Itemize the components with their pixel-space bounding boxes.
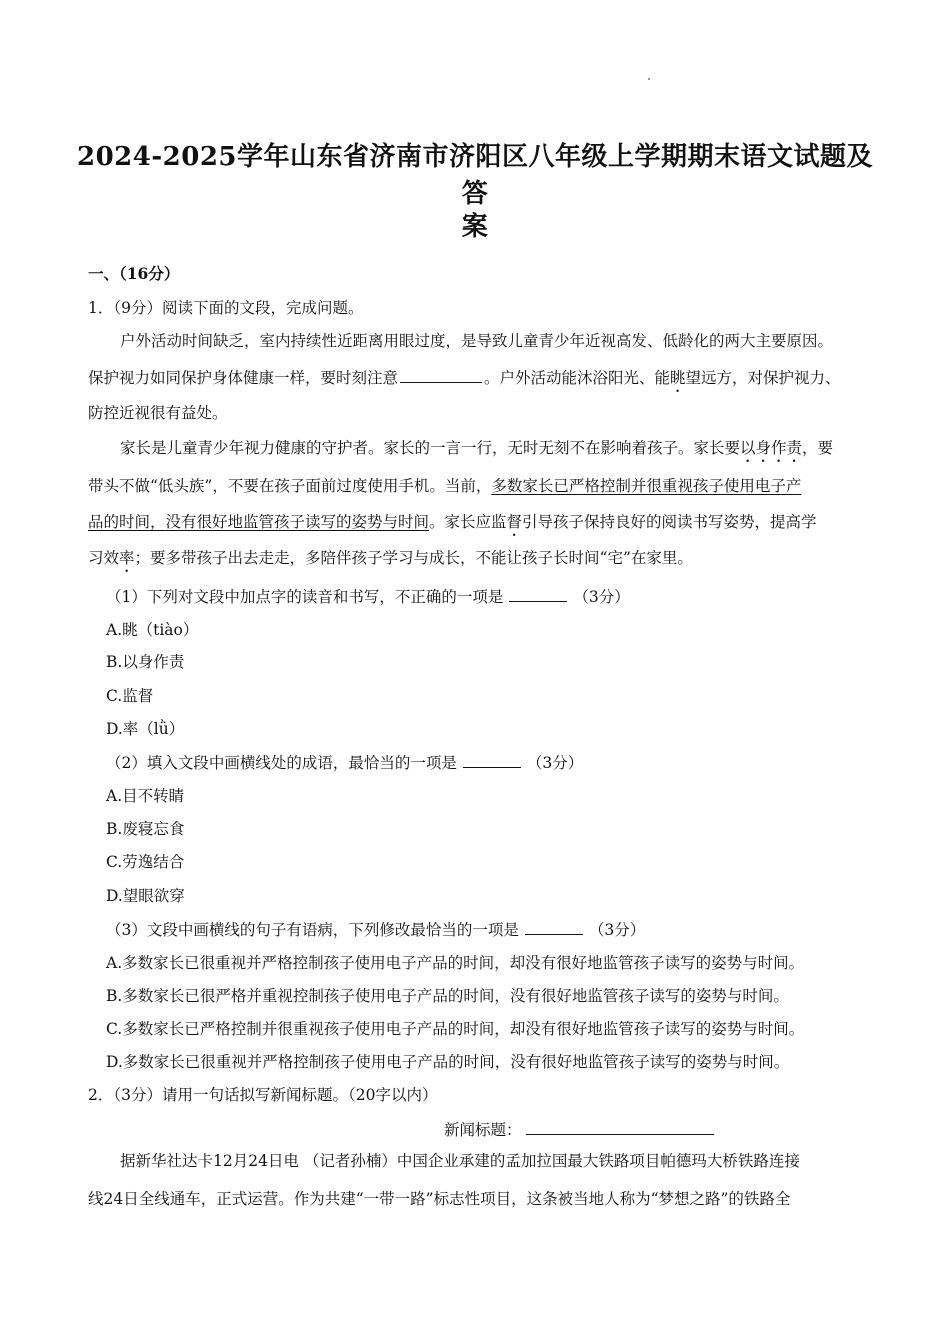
dotted-char: 率	[119, 549, 135, 567]
option-b: B.废寝忘食	[106, 820, 185, 838]
underlined-sentence: 多数家长已严格控制并很重视孩子使用电子产	[491, 477, 802, 495]
sub-question-score: （3分）	[526, 754, 584, 772]
document-title-line2: 案	[461, 212, 489, 242]
news-passage-line: 据新华社达卡12月24日电 （记者孙楠）中国企业承建的孟加拉国最大铁路项目帕德玛大桥铁路连接	[120, 1152, 800, 1170]
news-title-blank	[526, 1118, 714, 1135]
passage-text: 。家长应监	[429, 513, 507, 531]
option-c: C.多数家长已严格控制并很重视孩子使用电子产品的时间，却没有很好地监管孩子读写的姿势与时间。	[106, 1020, 805, 1038]
sub-question-2	[106, 751, 583, 774]
option-d: D.多数家长已很重视并严格控制孩子使用电子产品的时间，没有很好地监管孩子读写的姿势与时间。	[106, 1053, 790, 1071]
document-title-line1: 2024-2025学年山东省济南市济阳区八年级上学期期末语文试题及答	[76, 142, 874, 209]
sub-question-text: （1）下列对文段中加点字的读音和书写，不正确的一项是	[106, 588, 504, 606]
news-title-field	[444, 1118, 714, 1141]
passage-line	[88, 475, 801, 497]
passage-text: 带头不做“低头族”，不要在孩子面前过度使用手机。当前，	[88, 477, 492, 495]
passage-line: 户外活动时间缺乏，室内持续性近距离用眼过度，是导致儿童青少年近视高发、低龄化的两大主要原因。	[120, 332, 834, 350]
option-a: A.多数家长已很重视并严格控制孩子使用电子产品的时间，却没有很好地监管孩子读写的姿势与时间。	[106, 954, 805, 972]
passage-text: ；要多带孩子出去走走，多陪伴孩子学习与成长，不能让孩子长时间“宅”在家里。	[134, 549, 693, 567]
passage-text: 家长是儿童青少年视力健康的守护者。家长的一言一行，无时无刻不在影响着孩子。家长要	[120, 439, 741, 457]
news-title-label: 新闻标题：	[444, 1121, 522, 1139]
sub-question-score: （3分）	[588, 921, 646, 939]
option-d: D.率（lǜ）	[106, 720, 185, 738]
underlined-sentence: 品的时间，没有很好地监管孩子读写的姿势与时间	[88, 513, 430, 531]
sub-question-1	[106, 585, 630, 608]
passage-line	[120, 437, 833, 466]
passage-text: ，要	[802, 439, 834, 457]
section-heading: 一、（16分）	[88, 264, 180, 283]
idiom-blank	[400, 366, 482, 383]
option-a: A.眺（tiào）	[106, 621, 199, 639]
sub-question-3	[106, 918, 645, 941]
sub-question-text: （2）填入文段中画横线处的成语，最恰当的一项是	[106, 754, 457, 772]
dotted-phrase: 以身作责	[740, 439, 803, 457]
option-d: D.望眼欲穿	[106, 887, 185, 905]
question-2-stem: 2．（3分）请用一句话拟写新闻标题。（20字以内）	[88, 1086, 438, 1104]
answer-blank	[509, 585, 567, 602]
answer-blank	[463, 751, 521, 768]
sub-question-score: （3分）	[573, 588, 630, 606]
news-passage-line: 线24日全线通车，正式运营。作为共建“一带一路”标志性项目，这条被当地人称为“梦想之路”的铁路全	[88, 1190, 791, 1208]
option-c: C.监督	[106, 687, 154, 705]
option-b: B.以身作责	[106, 653, 185, 671]
option-a: A.目不转睛	[106, 787, 185, 805]
scan-dot	[648, 78, 650, 80]
passage-text: 习效	[88, 549, 120, 567]
passage-line	[88, 366, 841, 396]
question-1-stem: 1．（9分）阅读下面的文段，完成问题。	[88, 299, 364, 317]
passage-line: 防控近视很有益处。	[88, 404, 228, 422]
passage-line	[88, 547, 693, 576]
answer-blank	[525, 918, 583, 935]
passage-text: 引导孩子保持良好的阅读书写姿势，提高学	[522, 513, 817, 531]
passage-text: 望远方，对保护视力、	[685, 369, 841, 387]
option-c: C.劳逸结合	[106, 853, 185, 871]
dotted-char: 眺	[670, 369, 686, 387]
passage-line	[88, 511, 817, 540]
passage-text: 。户外活动能沐浴阳光、能	[484, 369, 671, 387]
dotted-char: 督	[506, 513, 523, 531]
passage-text: 保护视力如同保护身体健康一样，要时刻注意	[88, 369, 399, 387]
sub-question-text: （3）文段中画横线的句子有语病，下列修改最恰当的一项是	[106, 921, 519, 939]
option-b: B.多数家长已很严格并重视控制孩子使用电子产品的时间，没有很好地监管孩子读写的姿势与时间。	[106, 987, 789, 1005]
